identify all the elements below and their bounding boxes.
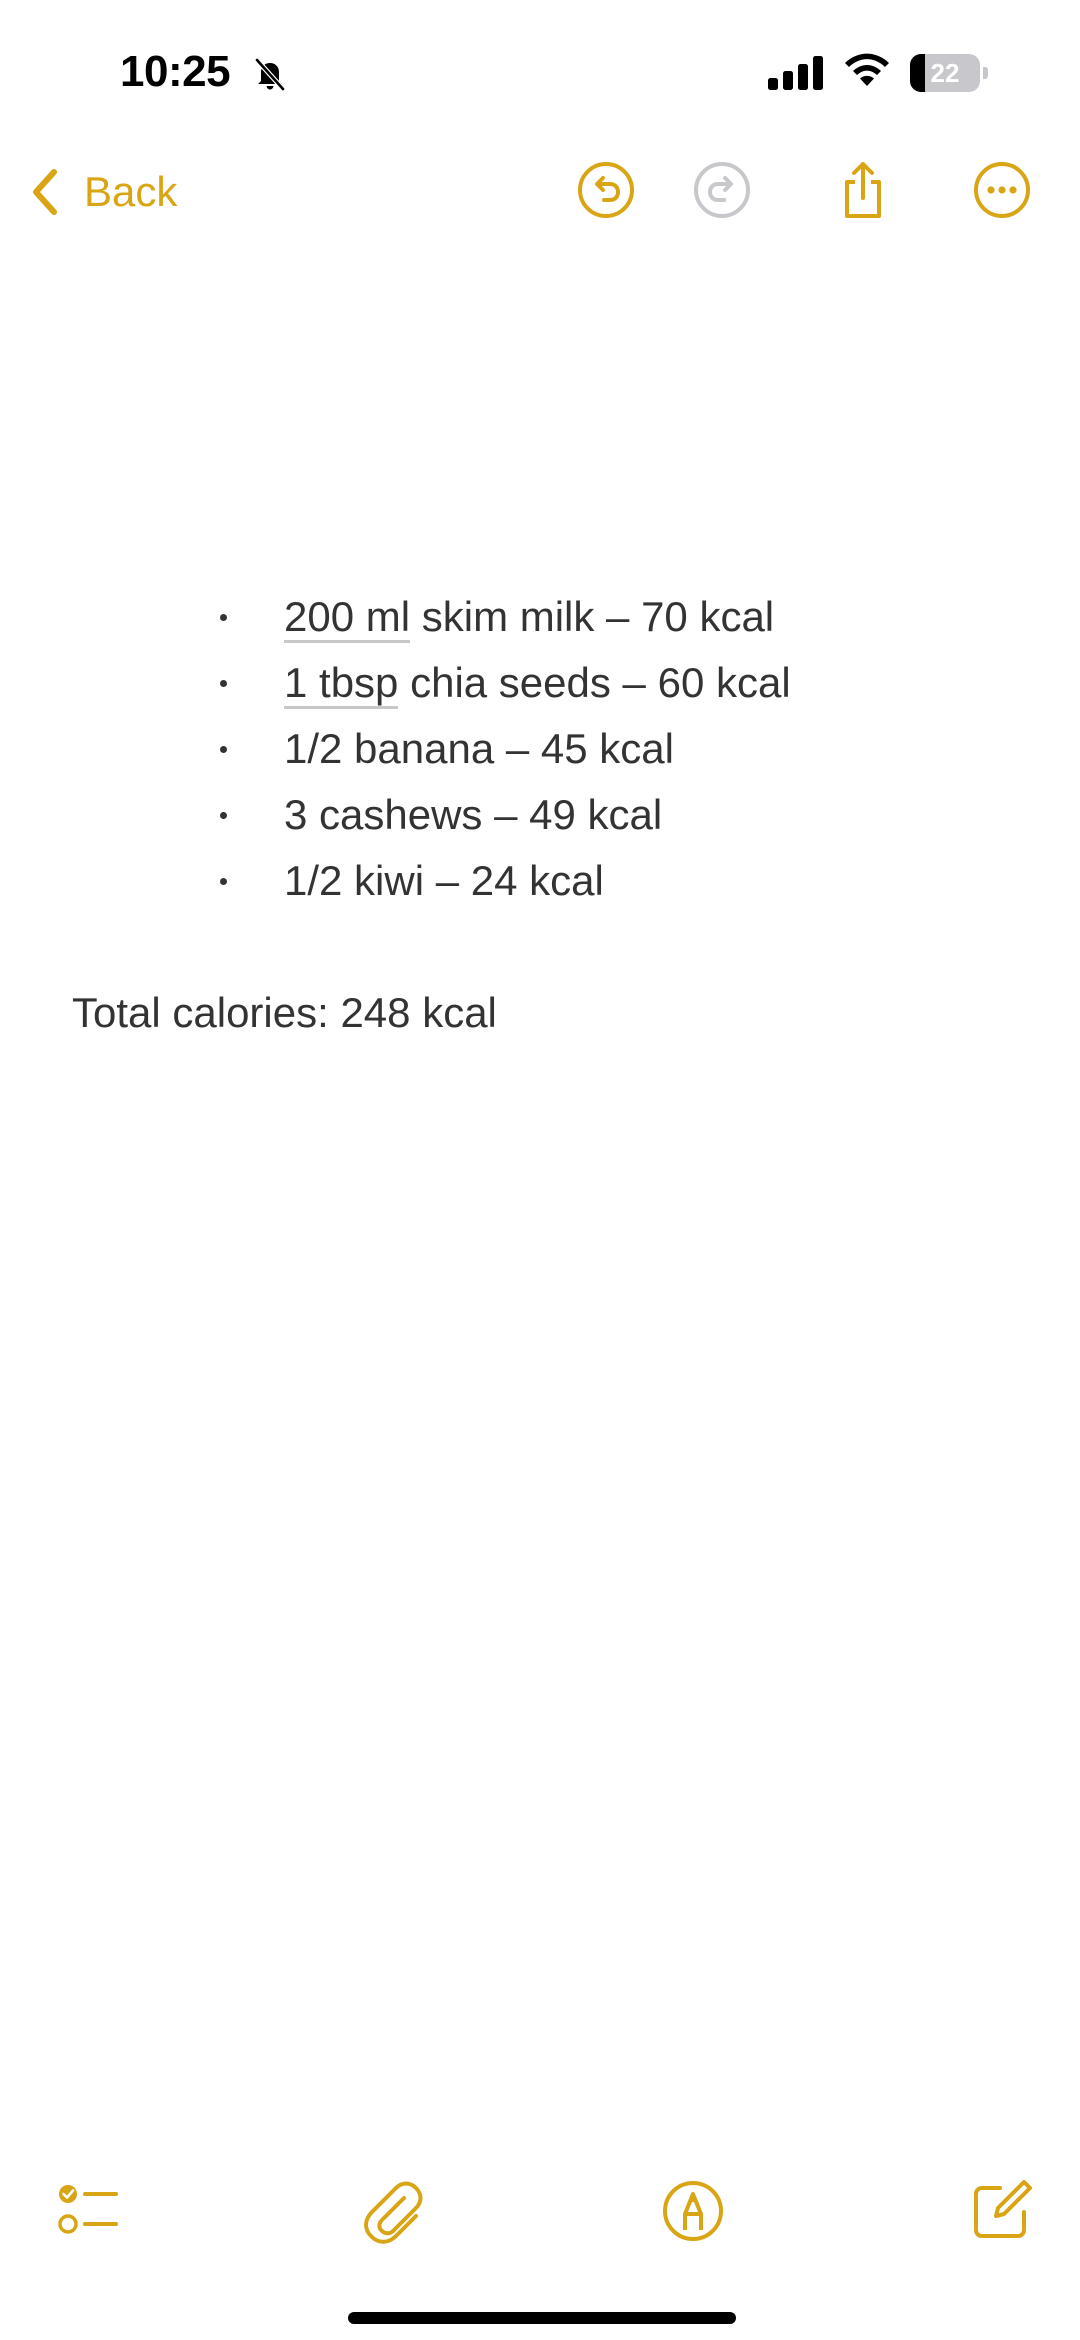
bullet-dot [220,680,227,687]
status-time: 10:25 [120,47,231,96]
battery-level: 22 [930,58,960,88]
markup-pen-icon [658,2176,728,2246]
quantity-link[interactable]: 1 tbsp [284,659,398,709]
battery-icon [910,54,988,92]
chevron-left-icon [28,166,62,218]
cellular-signal-icon [768,56,824,90]
attachment-button[interactable] [358,2176,428,2246]
more-icon [972,160,1032,220]
list-item-text [284,584,774,650]
paperclip-icon [358,2176,428,2246]
back-button[interactable] [28,158,177,226]
undo-icon [576,160,636,220]
wifi-icon [842,52,892,90]
bullet-list [0,584,1080,914]
undo-button[interactable] [576,160,636,220]
quantity-link[interactable]: 200 ml [284,593,410,643]
share-button[interactable] [833,160,893,220]
item-description: 1/2 banana – 45 kcal [284,725,674,772]
list-item[interactable] [0,782,1080,848]
checklist-icon [54,2176,124,2246]
total-calories-text[interactable]: Total calories: 248 kcal [72,989,497,1036]
item-description: 1/2 kiwi – 24 kcal [284,857,604,904]
home-indicator[interactable] [348,2312,736,2324]
battery-nub [983,67,988,79]
share-icon [833,160,893,220]
bullet-dot [220,746,227,753]
compose-button[interactable] [966,2176,1036,2246]
list-item[interactable] [0,848,1080,914]
more-button[interactable] [972,160,1032,220]
redo-button[interactable] [692,160,752,220]
bullet-dot [220,878,227,885]
list-item[interactable] [0,584,1080,650]
battery-body [910,54,980,92]
list-item[interactable] [0,716,1080,782]
item-description: skim milk – 70 kcal [410,593,775,640]
checklist-button[interactable] [54,2176,124,2246]
item-description: 3 cashews – 49 kcal [284,791,663,838]
bullet-dot [220,812,227,819]
list-item[interactable] [0,650,1080,716]
item-description: chia seeds – 60 kcal [398,659,791,706]
redo-icon [692,160,752,220]
bullet-dot [220,614,227,621]
bell-slash-icon [252,56,288,92]
back-label: Back [84,168,178,215]
list-item-text [284,650,791,716]
markup-button[interactable] [658,2176,728,2246]
compose-icon [966,2176,1036,2246]
